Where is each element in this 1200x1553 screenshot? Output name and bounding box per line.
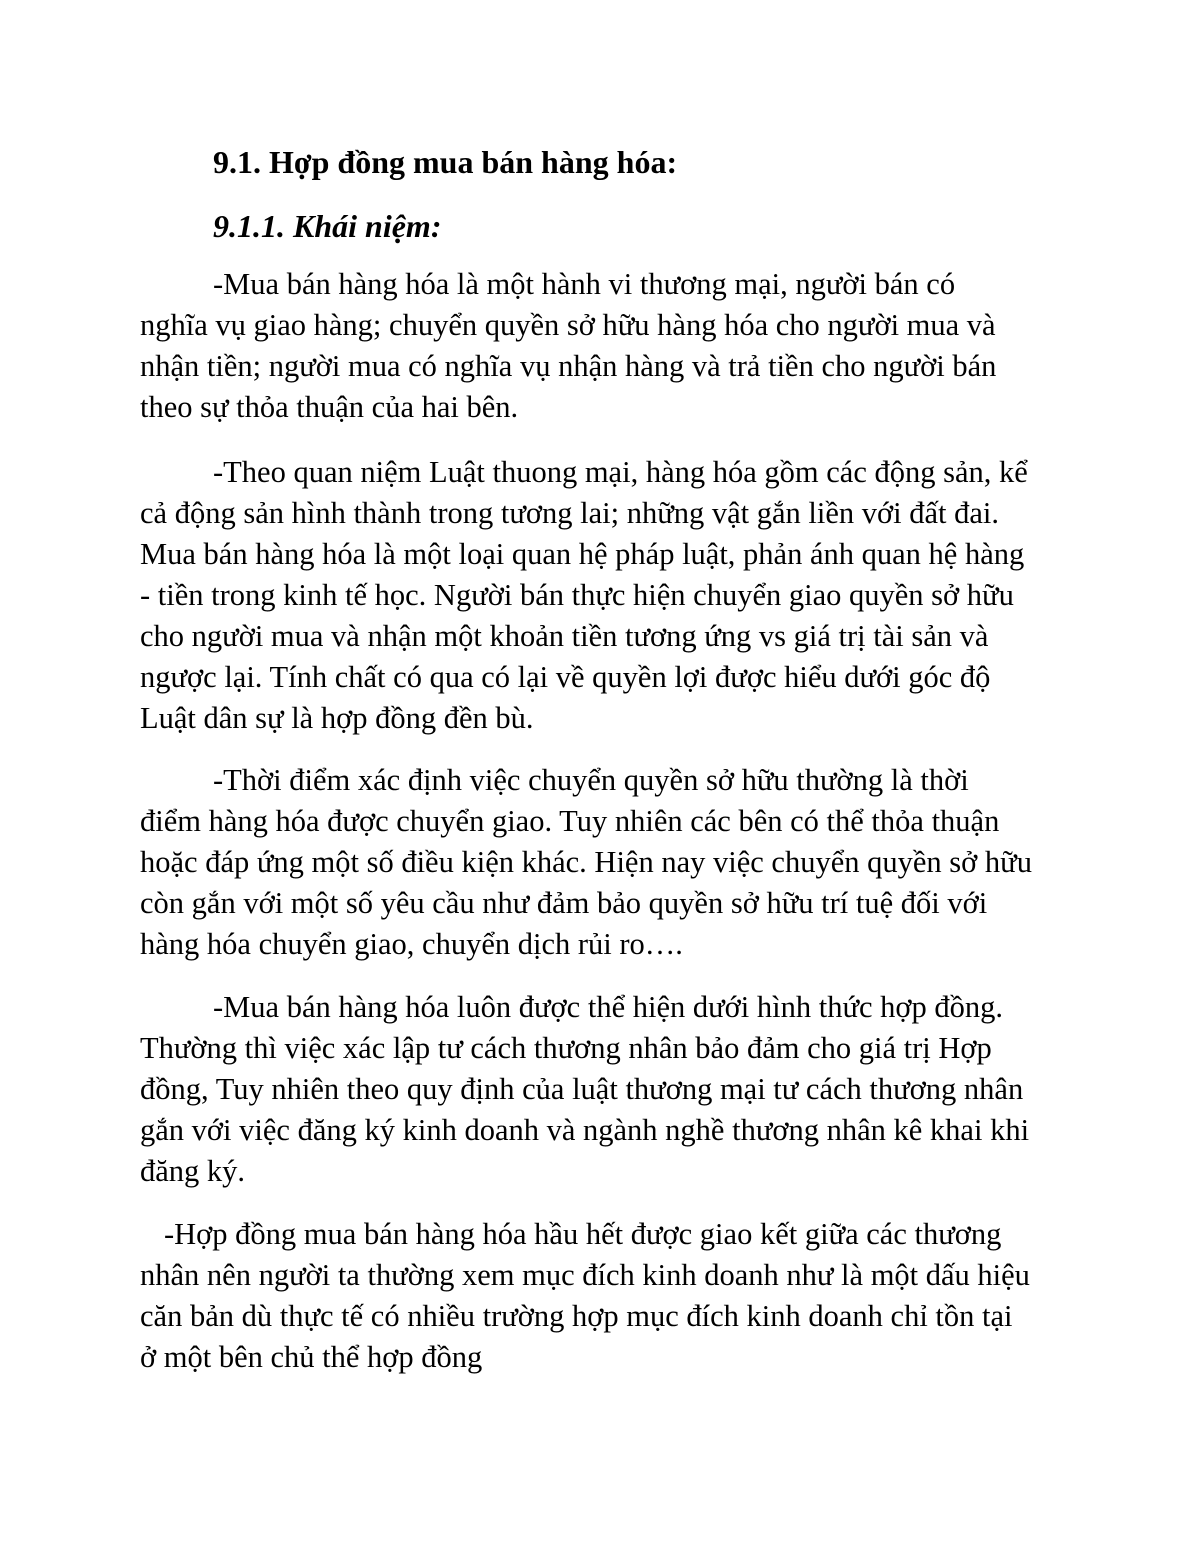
paragraph-line: nghĩa vụ giao hàng; chuyển quyền sở hữu hàng hóa cho người mua và <box>140 308 996 342</box>
paragraph-line: đồng, Tuy nhiên theo quy định của luật thương mại tư cách thương nhân <box>140 1072 1024 1106</box>
paragraph-line: ngược lại. Tính chất có qua có lại về quyền lợi được hiểu dưới góc độ <box>140 660 991 694</box>
paragraph-line: - tiền trong kinh tế học. Người bán thực hiện chuyển giao quyền sở hữu <box>140 578 1014 612</box>
paragraph-contract-form <box>140 987 1065 1192</box>
paragraph-line: nhận tiền; người mua có nghĩa vụ nhận hàng và trả tiền cho người bán <box>140 349 997 383</box>
paragraph-line: Mua bán hàng hóa là một loại quan hệ pháp luật, phản ánh quan hệ hàng <box>140 537 1025 571</box>
paragraph-line: căn bản dù thực tế có nhiều trường hợp mục đích kinh doanh chỉ tồn tại <box>140 1299 1013 1333</box>
paragraph-line: điểm hàng hóa được chuyển giao. Tuy nhiên các bên có thể thỏa thuận <box>140 804 1000 838</box>
paragraph-line: cả động sản hình thành trong tương lai; những vật gắn liền với đất đai. <box>140 496 1000 530</box>
paragraph-line: cho người mua và nhận một khoản tiền tương ứng vs giá trị tài sản và <box>140 619 989 653</box>
paragraph-line: nhân nên người ta thường xem mục đích kinh doanh như là một dấu hiệu <box>140 1258 1030 1292</box>
paragraph-line: hàng hóa chuyển giao, chuyển dịch rủi ro…. <box>140 927 683 961</box>
paragraph-line: Thường thì việc xác lập tư cách thương nhân bảo đảm cho giá trị Hợp <box>140 1031 992 1065</box>
paragraph-goods-concept <box>140 452 1065 739</box>
paragraph-ownership-transfer <box>140 760 1065 965</box>
paragraph-line: ở một bên chủ thể hợp đồng <box>140 1340 483 1374</box>
paragraph-line: gắn với việc đăng ký kinh doanh và ngành nghề thương nhân kê khai khi <box>140 1113 1030 1147</box>
paragraph-line: Luật dân sự là hợp đồng đền bù. <box>140 701 534 735</box>
paragraph-business-purpose <box>140 1214 1065 1378</box>
paragraph-line: -Thời điểm xác định việc chuyển quyền sở hữu thường là thời <box>213 763 969 797</box>
subsection-heading: 9.1.1. Khái niệm: <box>213 208 442 244</box>
paragraph-line: theo sự thỏa thuận của hai bên. <box>140 390 519 424</box>
paragraph-line: -Theo quan niệm Luật thuong mại, hàng hóa gồm các động sản, kể <box>213 455 1028 489</box>
paragraph-line: -Mua bán hàng hóa là một hành vi thương mại, người bán có <box>213 267 956 301</box>
paragraph-line: hoặc đáp ứng một số điều kiện khác. Hiện nay việc chuyển quyền sở hữu <box>140 845 1032 879</box>
paragraph-line: -Hợp đồng mua bán hàng hóa hầu hết được giao kết giữa các thương <box>164 1217 1002 1251</box>
section-heading: 9.1. Hợp đồng mua bán hàng hóa: <box>213 144 678 180</box>
paragraph-line: đăng ký. <box>140 1154 246 1188</box>
paragraph-line: -Mua bán hàng hóa luôn được thể hiện dưới hình thức hợp đồng. <box>213 990 1004 1024</box>
paragraph-definition <box>140 264 1065 428</box>
paragraph-line: còn gắn với một số yêu cầu như đảm bảo quyền sở hữu trí tuệ đối với <box>140 886 988 920</box>
